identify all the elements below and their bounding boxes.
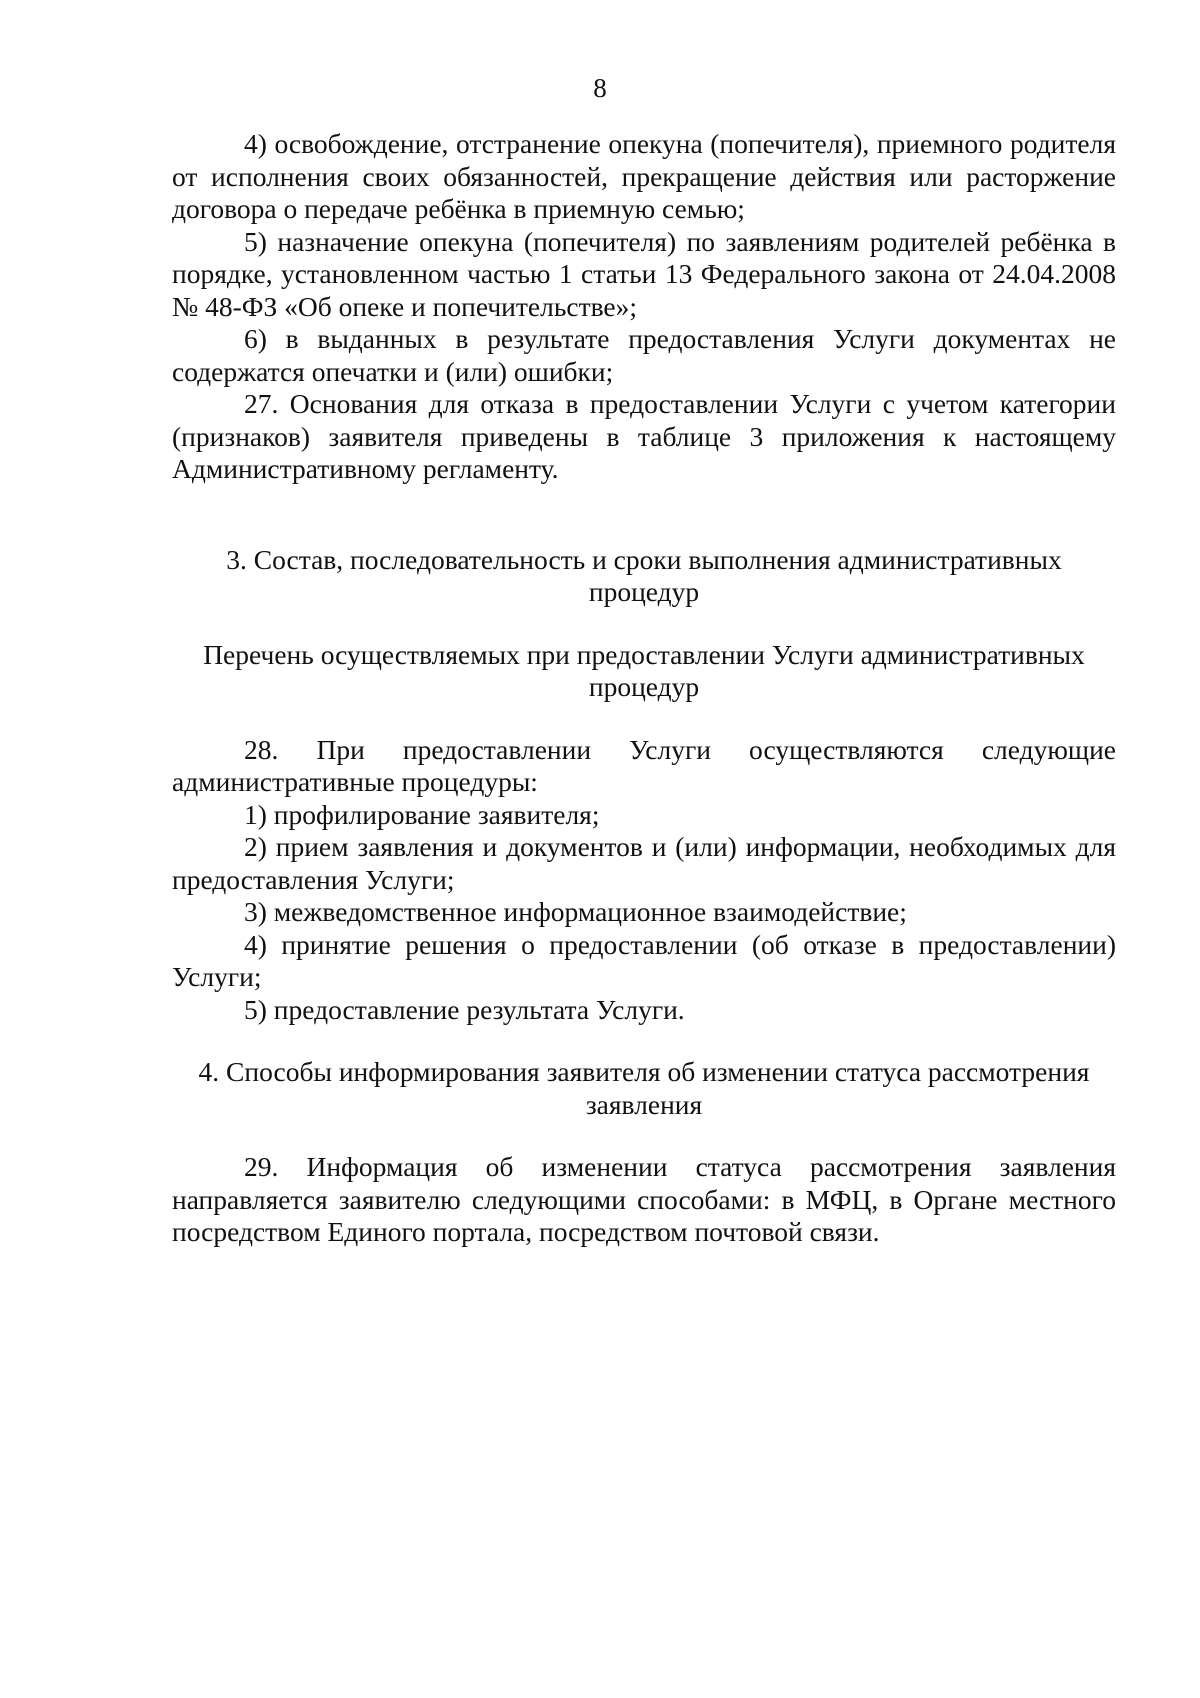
paragraph-27-refusal-grounds: 27. Основания для отказа в предоставлении Услуги с учетом категории (признаков) заявителя приведены в таблице 3 приложения к настоящему Административному регламенту.	[172, 388, 1116, 484]
paragraph-5-appointment: 5) назначение опекуна (попечителя) по заявлениям родителей ребёнка в порядке, установленном частью 1 статьи 13 Федерального закона от 24.04.2008 № 48-ФЗ «Об опеке и попечительстве»;	[172, 225, 1116, 322]
paragraph-4-dismissal: 4) освобождение, отстранение опекуна (попечителя), приемного родителя от исполнения своих обязанностей, прекращение действия или расторжение договора о передаче ребёнка в приемную семью;	[172, 128, 1116, 224]
section-3-heading: 3. Состав, последовательность и сроки выполнения административных процедур	[226, 543, 1062, 607]
list-item-interagency: 3) межведомственное информационное взаимодействие;	[244, 896, 907, 927]
section-4-heading: 4. Способы информирования заявителя об изменении статуса рассмотрения заявления	[198, 1056, 1090, 1120]
spacer	[172, 609, 1116, 639]
subsection-procedures-heading: Перечень осуществляемых при предоставлении Услуги административных процедур	[203, 638, 1085, 702]
list-item-profiling: 1) профилирование заявителя;	[244, 798, 600, 830]
spacer	[172, 1026, 1116, 1056]
list-item-decision: 4) принятие решения о предоставлении (об отказе в предоставлении) Услуги;	[172, 928, 1116, 992]
paragraph-29-status-info: 29. Информация об изменении статуса рассмотрения заявления направляется заявителю следующими способами: в МФЦ, в Органе местного посредством Единого портала, посредством почтовой связи.	[172, 1151, 1116, 1247]
spacer	[172, 486, 1116, 544]
spacer	[172, 704, 1116, 734]
document-body	[172, 128, 1116, 1249]
page-number: 8	[593, 73, 607, 103]
spacer	[172, 1121, 1116, 1151]
list-item-result: 5) предоставление результата Услуги.	[244, 993, 685, 1025]
list-item-reception: 2) прием заявления и документов и (или) информации, необходимых для предоставления Услуги;	[172, 831, 1116, 895]
paragraph-6-no-errors: 6) в выданных в результате предоставления Услуги документах не содержатся опечатки и (или) ошибки;	[172, 323, 1116, 387]
paragraph-28-procedures: 28. При предоставлении Услуги осуществляются следующие административные процедуры:	[172, 733, 1116, 797]
